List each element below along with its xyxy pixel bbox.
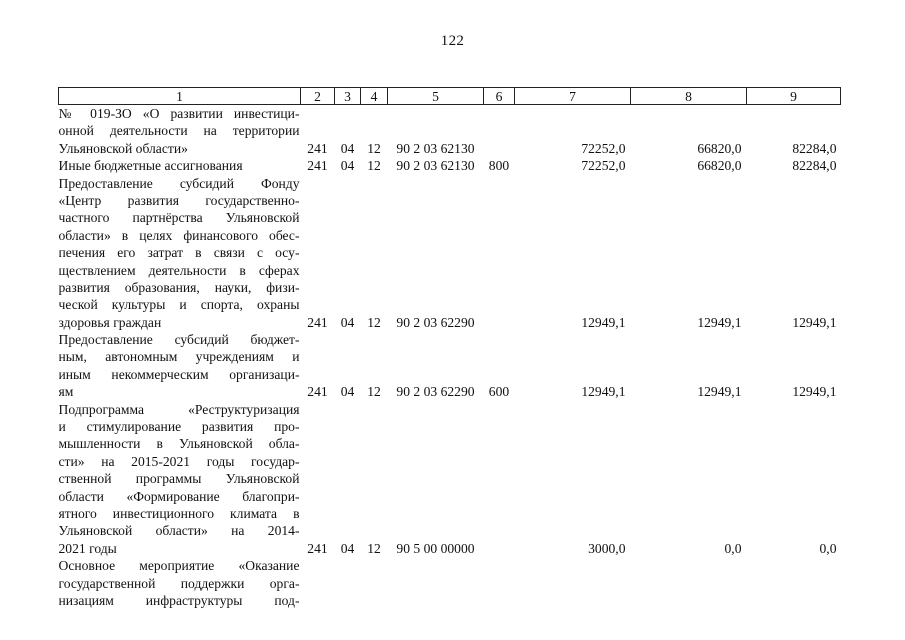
cell-subsection [361, 557, 388, 609]
cell-section: 04 [340, 158, 355, 174]
cell-subsection: 12 [367, 314, 381, 330]
description-line: низациям инфраструктуры под- [58, 592, 300, 608]
cell-target-article: 90 5 00 00000 [396, 540, 475, 556]
cell-budget-code: 241 [307, 384, 328, 400]
cell-section: 04 [340, 140, 355, 156]
column-header-9: 9 [747, 88, 841, 105]
cell-amount-year-3: 12949,1 [792, 314, 837, 330]
cell-expense-type [484, 105, 515, 158]
table-body [59, 105, 841, 610]
cell-amount-year-2 [631, 557, 747, 609]
cell-amount-year-1 [515, 557, 631, 609]
cell-expense-type [484, 401, 515, 558]
cell-target-article: 90 2 03 62130 [396, 158, 475, 174]
cell-amount-year-2: 66820,0 [697, 158, 742, 174]
cell-section: 04 [340, 540, 355, 556]
cell-section: 04 [340, 384, 355, 400]
cell-amount-year-3: 82284,0 [792, 140, 837, 156]
description-line: здоровья граждан [58, 314, 162, 330]
cell-budget-code: 241 [307, 158, 328, 174]
row-description [59, 557, 301, 609]
cell-target-article: 90 2 03 62130 [396, 140, 475, 156]
column-header-7: 7 [515, 88, 631, 105]
description-line: развития образования, науки, физи- [58, 279, 300, 295]
table-row [59, 105, 841, 158]
table-row [59, 401, 841, 558]
cell-expense-type: 800 [488, 158, 510, 174]
table-header [59, 88, 841, 105]
cell-target-article [388, 557, 484, 609]
description-line: ческой культуры и спорта, охраны [58, 297, 300, 313]
description-line: Предоставление субсидий бюджет- [58, 332, 300, 348]
description-line: Иные бюджетные ассигнования [58, 158, 243, 174]
cell-target-article: 90 2 03 62290 [396, 384, 475, 400]
column-header-5: 5 [388, 88, 484, 105]
description-line: Основное мероприятие «Оказание [58, 558, 300, 574]
description-line: 2021 годы [58, 540, 117, 556]
row-description [59, 331, 301, 401]
cell-expense-type [484, 557, 515, 609]
description-line: и стимулирование развития про- [58, 419, 300, 435]
description-line: области» в целях финансового обес- [58, 227, 300, 243]
cell-amount-year-3: 82284,0 [792, 158, 837, 174]
table-row [59, 331, 841, 401]
cell-budget-code: 241 [307, 540, 328, 556]
description-line: мышленности в Ульяновской обла- [58, 436, 300, 452]
cell-subsection: 12 [367, 384, 381, 400]
description-line: печения его затрат в связи с осу- [58, 245, 300, 261]
description-line: онной деятельности на территории [58, 123, 300, 139]
budget-table [58, 87, 841, 609]
description-line: ществлением деятельности в сферах [58, 262, 300, 278]
cell-amount-year-1: 72252,0 [581, 158, 626, 174]
description-line: сти» на 2015-2021 годы государ- [58, 453, 300, 469]
cell-amount-year-2: 12949,1 [697, 384, 742, 400]
column-header-2: 2 [301, 88, 335, 105]
description-line: Подпрограмма «Реструктуризация [58, 401, 300, 417]
row-description [59, 157, 301, 174]
description-line: № 019-ЗО «О развитии инвестици- [58, 106, 300, 121]
cell-target-article: 90 2 03 62290 [396, 314, 475, 330]
cell-subsection: 12 [367, 140, 381, 156]
cell-section [335, 557, 361, 609]
cell-amount-year-2: 0,0 [724, 540, 742, 556]
header-row [59, 88, 841, 105]
cell-expense-type: 600 [488, 384, 510, 400]
description-line: частного партнёрства Ульяновской [58, 210, 300, 226]
cell-budget-code: 241 [307, 314, 328, 330]
column-header-6: 6 [484, 88, 515, 105]
description-line: Предоставление субсидий Фонду [58, 175, 300, 191]
cell-subsection: 12 [367, 540, 381, 556]
description-line: Ульяновской области» [58, 140, 188, 156]
column-header-3: 3 [335, 88, 361, 105]
table-row [59, 557, 841, 609]
cell-section: 04 [340, 314, 355, 330]
description-line: ям [58, 384, 74, 400]
description-line: Ульяновской области» на 2014- [58, 523, 300, 539]
cell-amount-year-1: 12949,1 [581, 384, 626, 400]
description-line: ятного инвестиционного климата в [58, 506, 300, 521]
description-line: «Центр развития государственно- [58, 192, 300, 208]
row-description [59, 175, 301, 332]
table-row [59, 175, 841, 332]
description-line: государственной поддержки орга- [58, 575, 300, 591]
cell-budget-code: 241 [307, 140, 328, 156]
cell-amount-year-2: 66820,0 [697, 140, 742, 156]
table-row [59, 157, 841, 174]
row-description [59, 401, 301, 558]
description-line: области «Формирование благопри- [58, 488, 300, 504]
cell-subsection: 12 [367, 158, 381, 174]
cell-amount-year-1: 12949,1 [581, 314, 626, 330]
cell-amount-year-1: 72252,0 [581, 140, 626, 156]
column-header-1: 1 [59, 88, 301, 105]
row-description [59, 105, 301, 158]
description-line: ным, автономным учреждениям и [58, 349, 300, 365]
cell-amount-year-3: 12949,1 [792, 384, 837, 400]
cell-amount-year-3: 0,0 [819, 540, 837, 556]
cell-amount-year-1: 3000,0 [588, 540, 626, 556]
cell-budget-code [301, 557, 335, 609]
description-line: иным некоммерческим организаци- [58, 366, 300, 382]
column-header-8: 8 [631, 88, 747, 105]
column-header-4: 4 [361, 88, 388, 105]
cell-expense-type [484, 175, 515, 332]
page-number: 122 [440, 33, 465, 49]
cell-amount-year-3 [747, 557, 841, 609]
description-line: ственной программы Ульяновской [58, 471, 300, 487]
cell-amount-year-2: 12949,1 [697, 314, 742, 330]
